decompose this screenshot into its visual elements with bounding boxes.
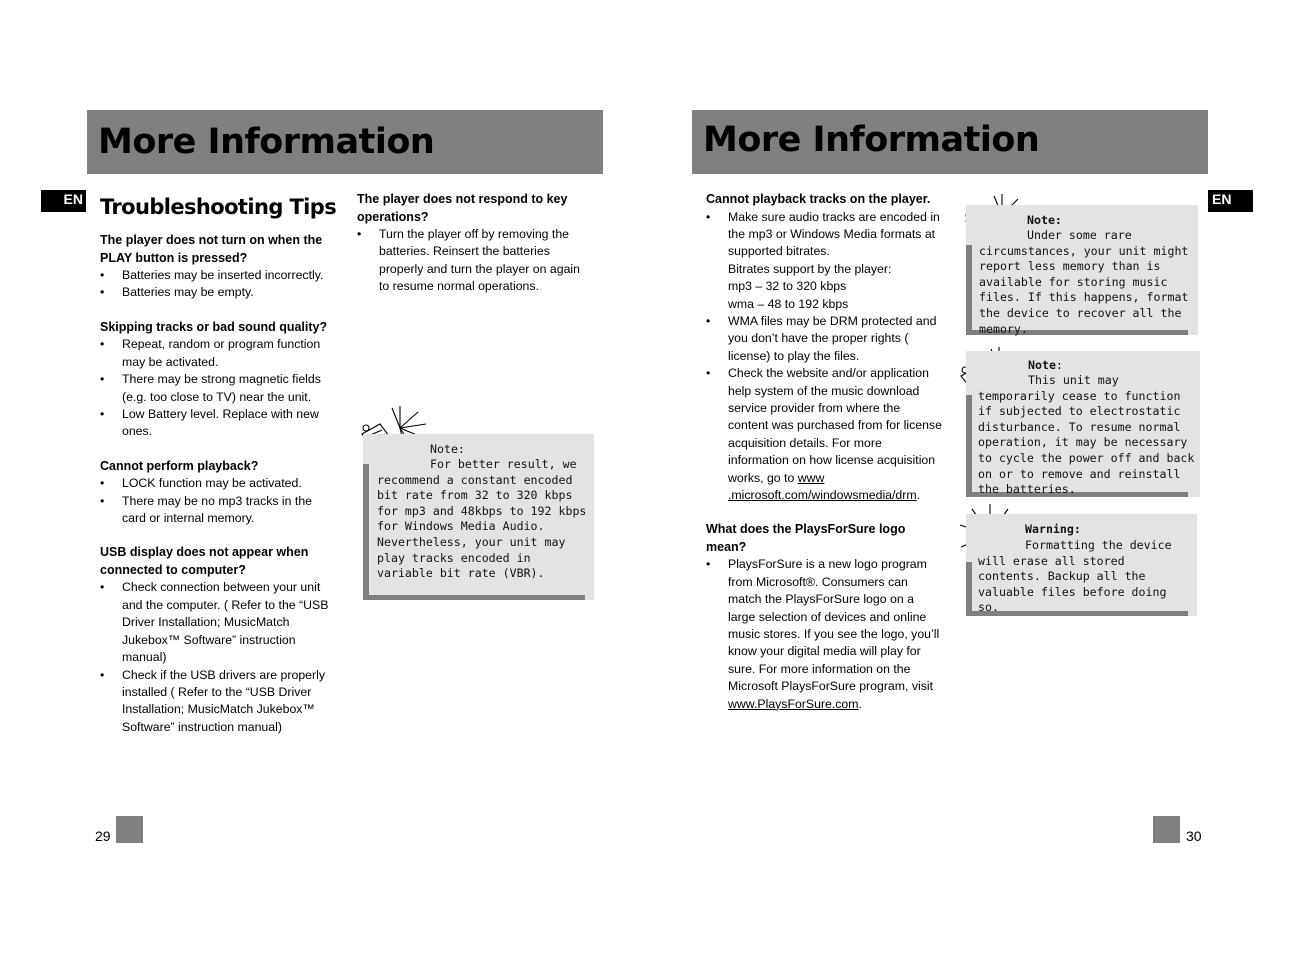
note-label-colon: : [1055, 358, 1063, 372]
section-title: Troubleshooting Tips [100, 195, 337, 219]
faq-block [100, 458, 333, 528]
answer-text: . [858, 696, 862, 711]
answer-text: Check the website and/or application help system of the music download service provider from where the content was purchased from for license acquisition details. For more information on how license acquisition works, go to [728, 366, 942, 485]
right-page-marker [1153, 816, 1180, 843]
faq-question: Cannot playback tracks on the player. [706, 192, 931, 206]
left-language-tab: EN [41, 190, 86, 212]
faq-answer: • Low Battery level. Replace with new ones. [100, 406, 333, 441]
note-text: For better result, we recommend a constant encoded bit rate from 32 to 320 kbps for mp3 and 48kbps to 192 kbps for Windows Media Audio. Nevertheless, your unit may play tracks encoded in variable bit rate (VBR). [377, 457, 587, 581]
note-shadow [966, 245, 972, 335]
answer-line: mp3 – 32 to 320 kbps [728, 279, 847, 294]
left-page-number: 29 [95, 828, 111, 844]
answer-text: . [916, 488, 921, 502]
warning-box [966, 514, 1197, 616]
faq-answer: • There may be no mp3 tracks in the card or internal memory. [100, 493, 333, 528]
right-column-1 [706, 191, 942, 730]
faq-answer: • Repeat, random or program function may be activated. [100, 336, 333, 371]
note-box [966, 205, 1198, 335]
faq-block [100, 232, 333, 302]
right-header-bar [692, 110, 1208, 174]
faq-answer [706, 209, 942, 313]
faq-answer: • Batteries may be empty. [100, 284, 333, 301]
warning-label: Warning: [1025, 522, 1081, 536]
right-page-number: 30 [1186, 828, 1202, 844]
faq-answer: • Batteries may be inserted incorrectly. [100, 267, 333, 284]
note-label [1028, 358, 1063, 374]
left-column-1 [100, 232, 333, 753]
left-page-marker [116, 816, 143, 843]
note-shadow [363, 464, 369, 600]
answer-line: • Make sure audio tracks are encoded in the mp3 or Windows Media formats at supported bitrates. [728, 209, 940, 259]
answer-text: PlaysForSure is a new logo program from Microsoft®. Consumers can match the PlaysForSure logo on a large selection of devices and online music stores. If you see the logo, you’ll know your digital media will play for sure. For more information on the Microsoft PlaysForSure program, visit [728, 557, 940, 694]
faq-answer: • Turn the player off by removing the batteries. Reinsert the batteries properly and turn the player on again to resume normal operations. [357, 226, 592, 296]
right-language-tab: EN [1208, 190, 1253, 212]
left-header-bar [87, 110, 603, 174]
faq-block [706, 191, 942, 504]
faq-block [100, 544, 333, 736]
note-label: Note: [1027, 213, 1062, 227]
left-column-2 [357, 191, 592, 296]
answer-line: Bitrates support by the player: [728, 261, 892, 276]
faq-answer [706, 556, 942, 713]
faq-block [100, 319, 333, 441]
faq-question: The player does not turn on when the PLAY button is pressed? [100, 233, 323, 265]
playsforsure-link[interactable]: www.PlaysForSure.com [728, 696, 859, 711]
faq-answer: • There may be strong magnetic fields (e.g. too close to TV) near the unit. [100, 371, 333, 406]
note-box [363, 434, 594, 600]
faq-question: What does the PlaysForSure logo mean? [706, 522, 906, 554]
faq-answer: • Check if the USB drivers are properly installed ( Refer to the “USB Driver Installation; MusicMatch Jukebox™ Software” instruction manual) [100, 667, 333, 737]
faq-answer: • LOCK function may be activated. [100, 475, 333, 492]
answer-line: wma – 48 to 192 kbps [728, 296, 849, 311]
faq-answer [706, 365, 942, 504]
faq-question: The player does not respond to key operations? [357, 192, 568, 224]
note-text: Under some rare circumstances, your unit might report less memory than is available for storing music files. If this happens, format the device to recover all the memory. [979, 228, 1189, 336]
faq-question: Skipping tracks or bad sound quality? [100, 319, 328, 334]
faq-block [706, 521, 942, 713]
faq-question: USB display does not appear when connected to computer? [100, 545, 309, 577]
faq-answer: • WMA files may be DRM protected and you don’t have the proper rights ( license) to play the files. [706, 313, 942, 365]
note-shadow [966, 395, 972, 497]
warning-text: Formatting the device will erase all stored contents. Backup all the valuable files before doing so. [978, 538, 1172, 615]
note-label: Note: [430, 442, 465, 456]
note-text: This unit may temporarily cease to function if subjected to electrostatic disturbance. To resume normal operation, it may be necessary to cycle the power off and back on or to remove and reinstall the batteries. [978, 373, 1195, 497]
note-shadow [363, 595, 585, 600]
right-page-title: More Information [703, 120, 1040, 160]
left-page-title: More Information [98, 122, 435, 162]
drm-link[interactable]: www .microsoft.com/windowsmedia/drm [728, 470, 917, 502]
note-box [966, 351, 1200, 497]
faq-answer: • Check connection between your unit and the computer. ( Refer to the “USB Driver Installation; MusicMatch Jukebox™ Software” instruction manual) [100, 579, 333, 666]
note-label-text: Note [1028, 358, 1056, 372]
note-shadow [966, 562, 972, 616]
faq-question: Cannot perform playback? [100, 458, 259, 473]
